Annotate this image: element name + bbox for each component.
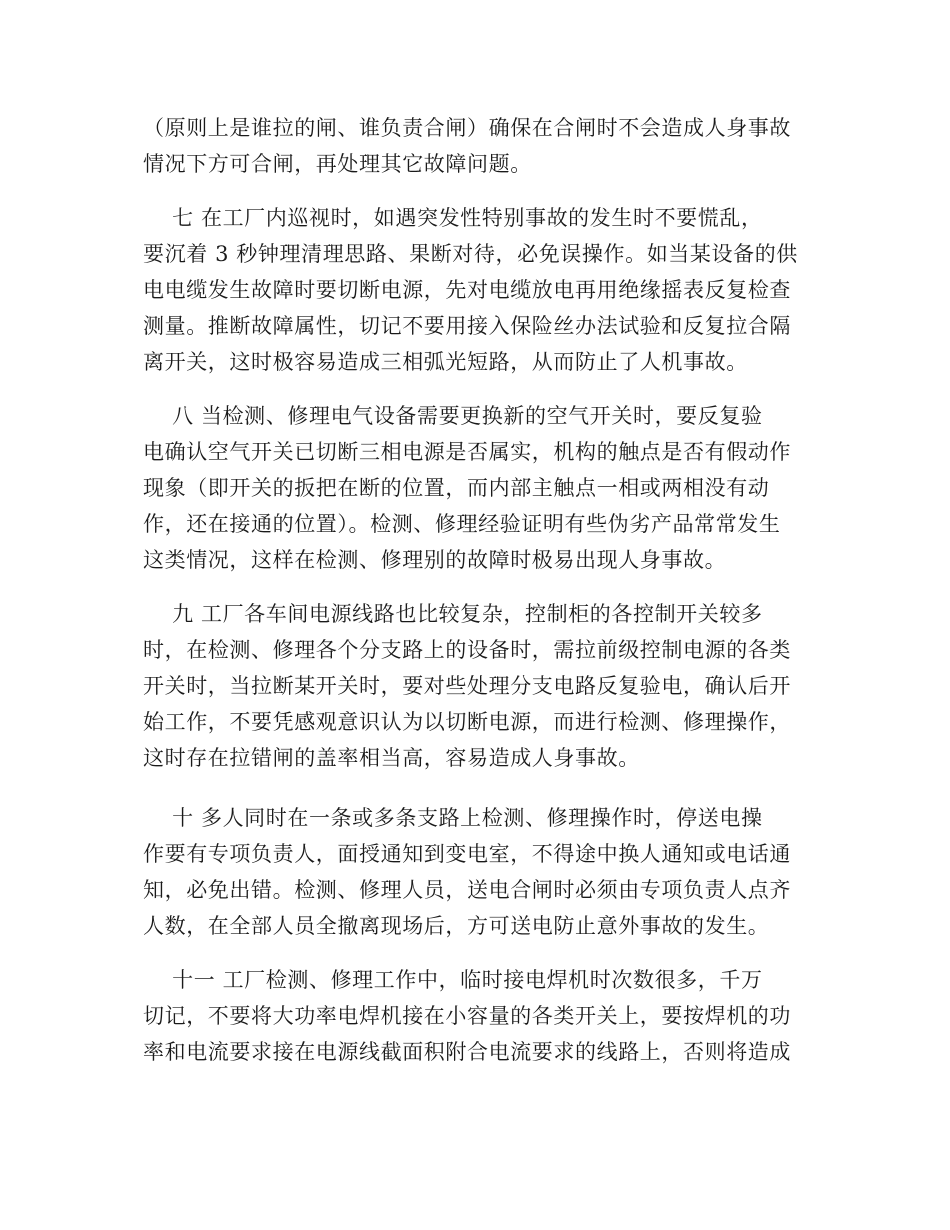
text-line: 十一 工厂检测、修理工作中，临时接电焊机时次数很多，千万 bbox=[143, 968, 763, 992]
text-line: 十 多人同时在一条或多条支路上检测、修理操作时，停送电操 bbox=[143, 806, 763, 830]
text-line: 七 在工厂内巡视时，如遇突发性特别事故的发生时不要慌乱， bbox=[143, 206, 763, 230]
text-line: （原则上是谁拉的闸、谁负责合闸）确保在合闸时不会造成人身事故 bbox=[143, 116, 791, 140]
text-line: 电确认空气开关已切断三相电源是否属实，机构的触点是否有假动作 bbox=[143, 440, 791, 464]
text-line: 人数，在全部人员全撤离现场后，方可送电防止意外事故的发生。 bbox=[143, 914, 770, 938]
text-line: 作，还在接通的位置）。检测、修理经验证明有些伪劣产品常常发生 bbox=[143, 512, 781, 536]
text-line: 离开关，这时极容易造成三相弧光短路，从而防止了人机事故。 bbox=[143, 350, 748, 374]
text-line: 知，必免出错。检测、修理人员，送电合闸时必须由专项负责人点齐 bbox=[143, 878, 791, 902]
text-line: 九 工厂各车间电源线路也比较复杂，控制柜的各控制开关较多 bbox=[143, 602, 763, 626]
text-line: 率和电流要求接在电源线截面积附合电流要求的线路上，否则将造成 bbox=[143, 1040, 791, 1064]
text-line: 测量。推断故障属性，切记不要用接入保险丝办法试验和反复拉合隔 bbox=[143, 314, 791, 338]
text-line: 时，在检测、修理各个分支路上的设备时，需拉前级控制电源的各类 bbox=[143, 638, 791, 662]
text-line: 作要有专项负责人，面授通知到变电室，不得途中换人通知或电话通 bbox=[143, 842, 791, 866]
text-line: 切记，不要将大功率电焊机接在小容量的各类开关上，要按焊机的功 bbox=[143, 1004, 791, 1028]
text-line: 这时存在拉错闸的盖率相当高，容易造成人身事故。 bbox=[143, 746, 640, 770]
text-line: 八 当检测、修理电气设备需要更换新的空气开关时，要反复验 bbox=[143, 404, 763, 428]
text-line: 始工作，不要凭感观意识认为以切断电源，而进行检测、修理操作， bbox=[143, 710, 791, 734]
text-line: 现象（即开关的扳把在断的位置，而内部主触点一相或两相没有动 bbox=[143, 476, 770, 500]
text-line: 情况下方可合闸，再处理其它故障问题。 bbox=[143, 152, 532, 176]
text-line: 要沉着 3 秒钟理清理思路、果断对待，必免误操作。如当某设备的供 bbox=[143, 242, 798, 266]
text-line: 这类情况，这样在检测、修理别的故障时极易出现人身事故。 bbox=[143, 548, 727, 572]
text-line: 电电缆发生故障时要切断电源，先对电缆放电再用绝缘摇表反复检查 bbox=[143, 278, 791, 302]
text-line: 开关时，当拉断某开关时，要对些处理分支电路反复验电，确认后开 bbox=[143, 674, 791, 698]
